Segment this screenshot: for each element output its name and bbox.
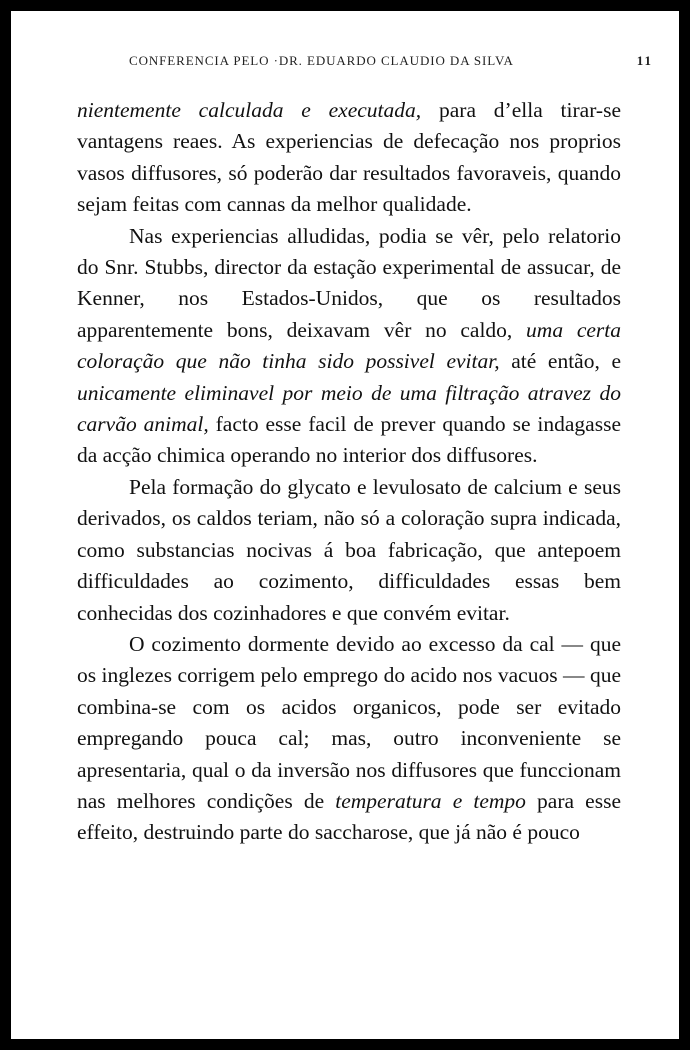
paragraph [77,95,621,221]
body-text [77,95,621,849]
italic-text-run: nientemente calculada e executada, [77,98,422,122]
paragraph [77,629,621,849]
text-run: O cozimento dormente devido ao excesso da cal — que os inglezes corrigem pelo emprego do acido nos vacuos — que combina-se com os acidos organicos, pode ser evitado empregando pouca cal; mas, outro inconveniente se apresentaria, qual o da inversão nos diffusores que funccionam nas melhores condições de [77,631,621,813]
text-run: Nas experiencias alludidas, podia se vêr, pelo relatorio do Snr. Stubbs, director da estação experimental de assucar, de Kenner, nos Estados-Unidos, que os resultados apparentemente bons, deixavam vêr no caldo, [77,223,621,342]
text-run: até então, e [499,349,621,374]
paragraph [77,221,621,472]
text-run: para esse effeito, destruindo parte do saccharose, que já não é pouco [77,788,621,845]
italic-text-run: unicamente eliminavel por meio de uma filtração atravez do carvão animal, [77,380,621,437]
running-header [129,53,653,73]
header-title: CONFERENCIA PELO ·DR. EDUARDO CLAUDIO DA SILVA [129,53,514,68]
text-run: Pela formação do glycato e levulosato de calcium e seus derivados, os caldos teriam, não só a coloração supra indicada, como substancias nocivas á boa fabricação, que antepoem difficuldades ao cozimento, difficuldades essas bem conhecidas dos cozinhadores e que convém evitar. [77,474,621,625]
italic-text-run: uma certa coloração que não tinha sido possivel evitar, [77,317,621,374]
italic-text-run: temperatura e tempo [335,788,526,813]
text-run: facto esse facil de prever quando se indagasse da acção chimica operando no interior dos diffusores. [77,412,621,468]
page-number: 11 [636,53,653,68]
paragraph [77,472,621,629]
text-run: para d’ella tirar-se vantagens reaes. As experiencias de defecação nos proprios vasos diffusores, só poderão dar resultados favoraveis, quando sejam feitas com cannas da melhor qualidade. [77,98,622,217]
